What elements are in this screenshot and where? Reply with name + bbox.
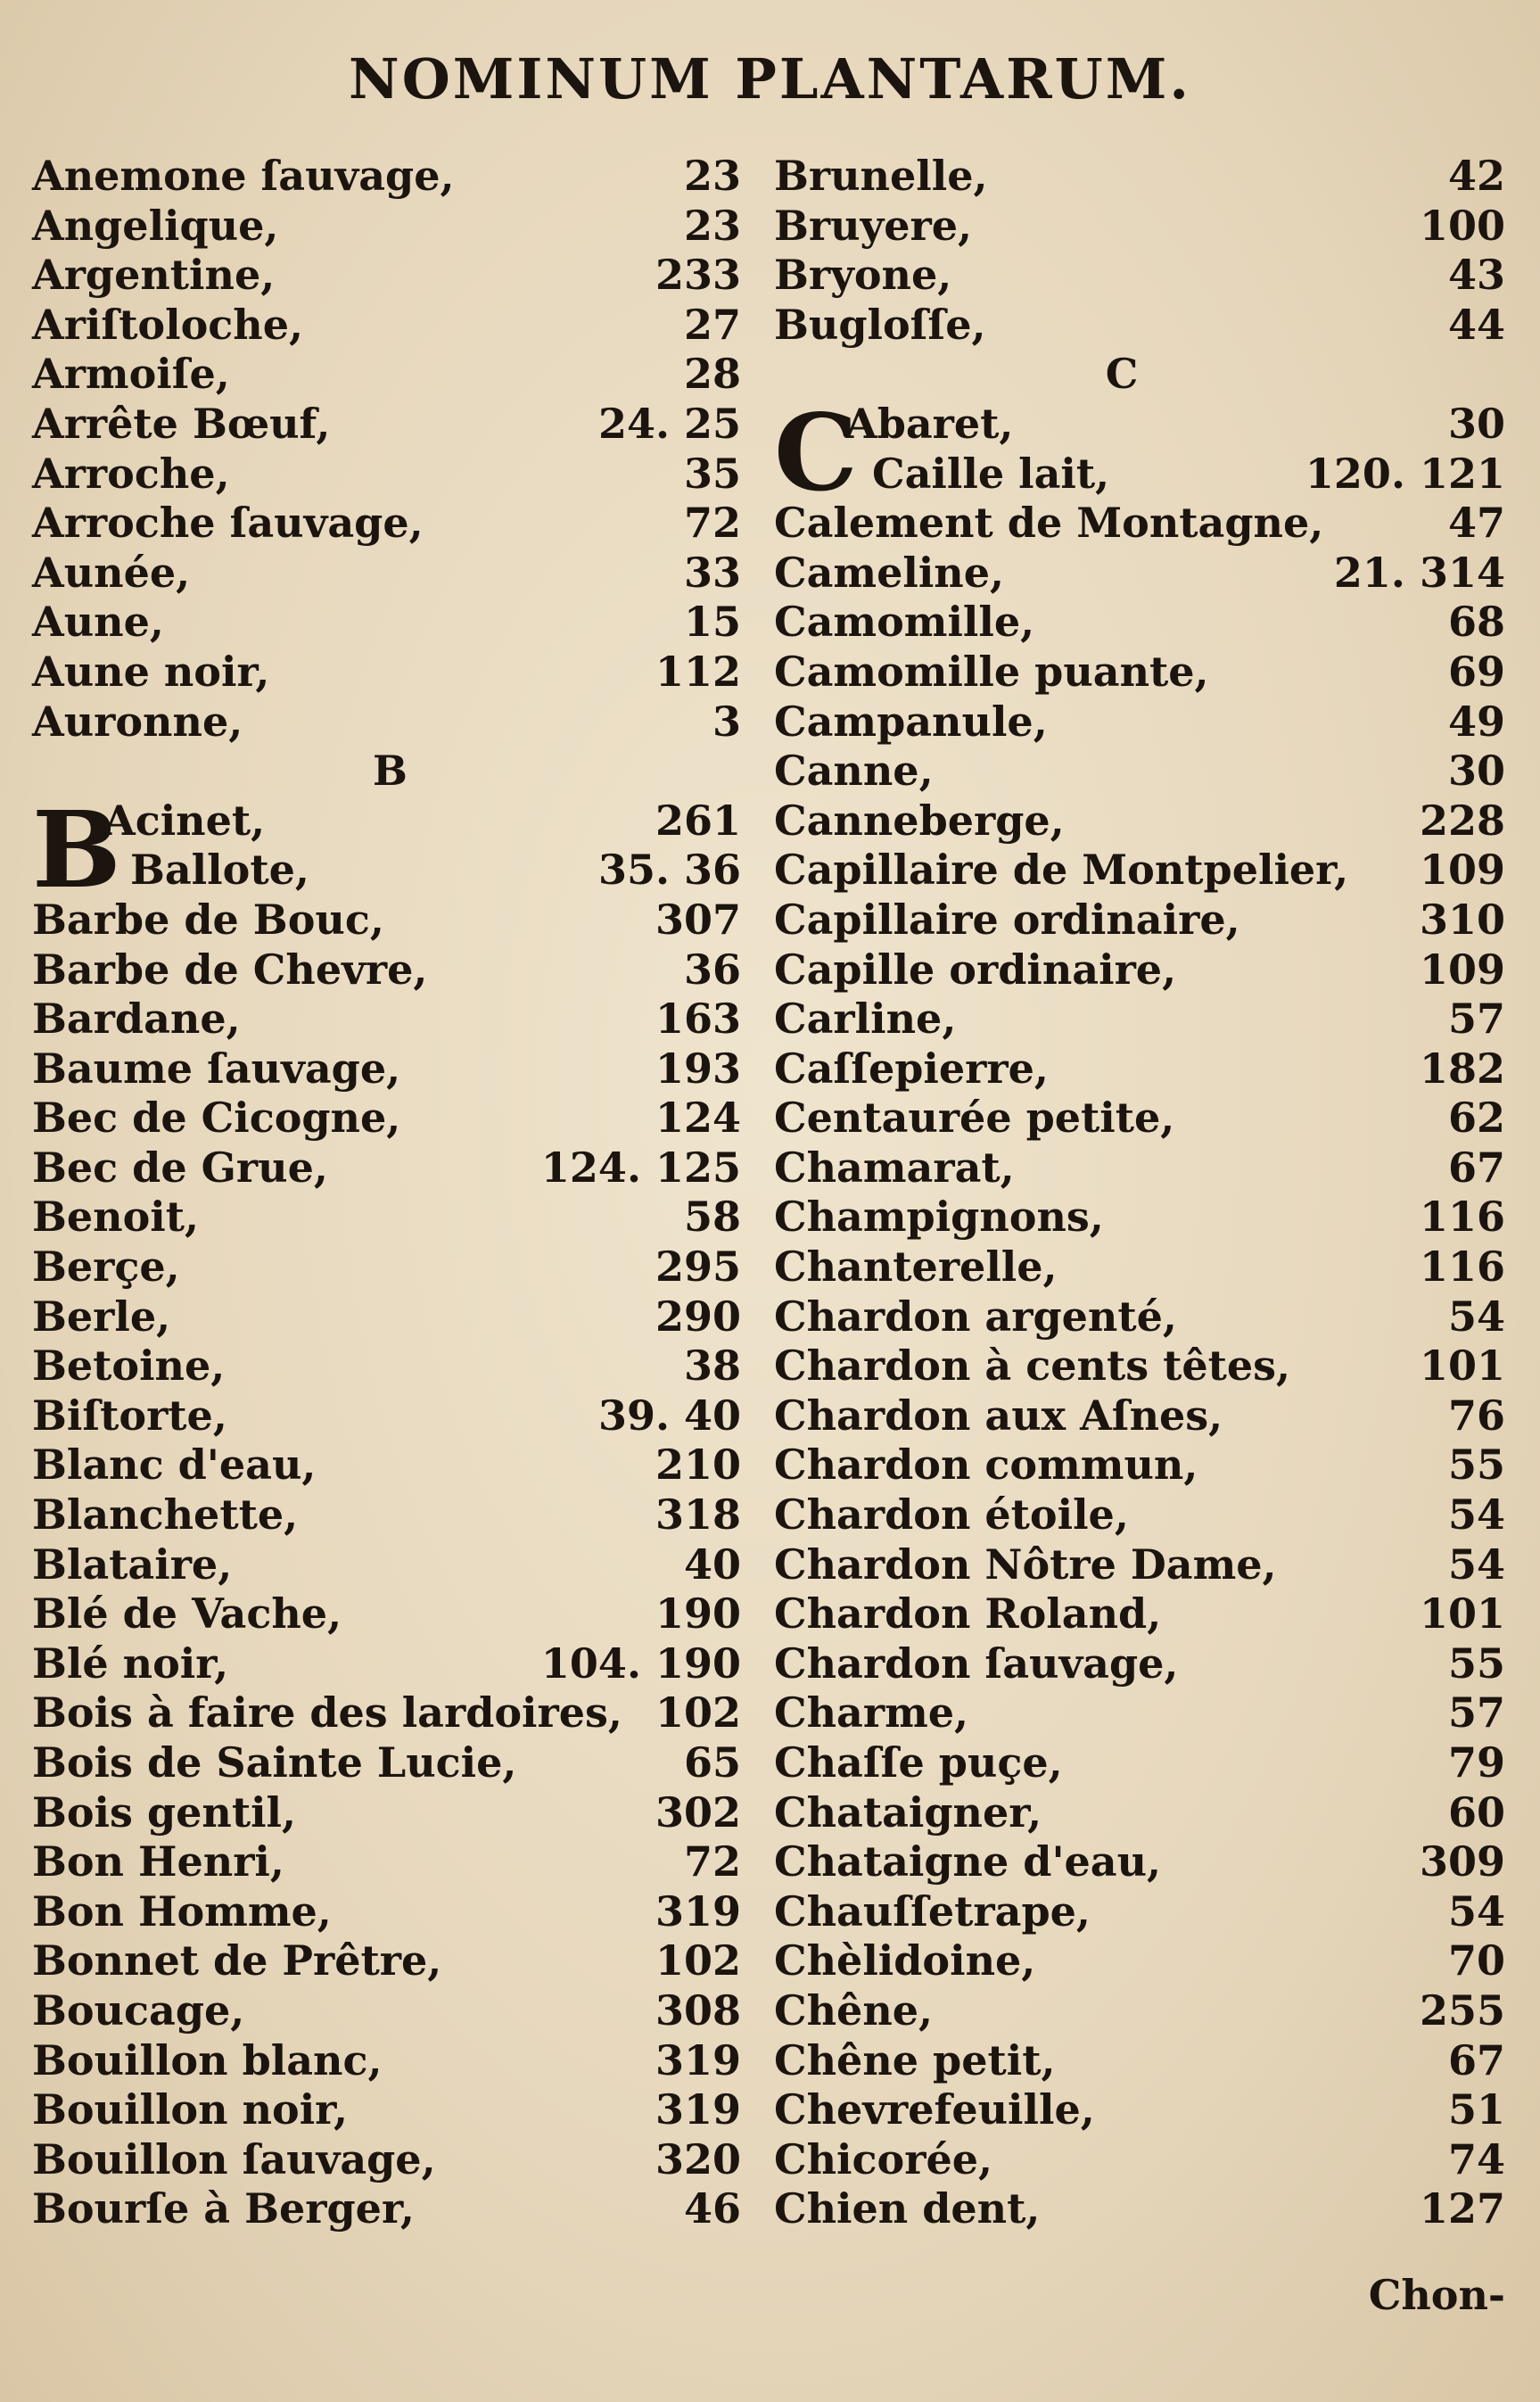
index-entry xyxy=(32,2085,741,2135)
entries-a xyxy=(32,152,741,747)
index-entry xyxy=(32,1986,741,2036)
b-opening-block xyxy=(32,787,741,912)
index-entry xyxy=(32,697,741,747)
entry-page-number: 79 xyxy=(1447,1738,1505,1787)
entry-page-number: 69 xyxy=(1447,647,1505,696)
entry-name: Charme, xyxy=(774,1688,969,1738)
index-entry xyxy=(32,995,741,1044)
index-entry xyxy=(774,945,1505,995)
entry-page-number: 54 xyxy=(1447,1886,1505,1936)
index-entry xyxy=(32,251,741,301)
index-entry xyxy=(774,400,1505,450)
entry-page-number: 27 xyxy=(683,300,741,349)
entry-page-number: 42 xyxy=(1447,152,1505,200)
entry-name: Calement de Montagne, xyxy=(774,499,1324,548)
entry-page-number: 100 xyxy=(1419,201,1505,250)
entry-page-number: 190 xyxy=(655,1589,741,1638)
entry-page-number: 72 xyxy=(683,499,741,548)
entry-page-number: 319 xyxy=(655,1886,741,1936)
entry-name: Caille lait, xyxy=(872,449,1110,498)
entry-page-number: 57 xyxy=(1447,1688,1505,1738)
entry-page-number: 320 xyxy=(655,2134,741,2183)
entry-name: Bois gentil, xyxy=(32,1787,297,1837)
index-entry xyxy=(32,1044,741,1094)
entry-name: Chêne, xyxy=(774,1985,934,2035)
entry-page-number: 193 xyxy=(655,1044,741,1093)
entry-name: Chanterelle, xyxy=(774,1242,1058,1292)
index-entry xyxy=(774,1986,1505,2036)
entry-name: Cameline, xyxy=(774,548,1005,597)
index-entry xyxy=(32,1589,741,1639)
index-entry xyxy=(32,499,741,549)
entry-name: Bruyere, xyxy=(774,201,973,250)
left-column xyxy=(32,152,741,2234)
index-entry xyxy=(774,1440,1505,1490)
entry-page-number: 120. 121 xyxy=(1305,449,1505,498)
index-entry xyxy=(32,1540,741,1590)
entry-page-number: 127 xyxy=(1419,2184,1505,2233)
dropcap-b: B xyxy=(32,787,121,912)
entry-page-number: 54 xyxy=(1447,1539,1505,1589)
entry-page-number: 319 xyxy=(655,2035,741,2084)
entry-name: Chardon Nôtre Dame, xyxy=(774,1539,1277,1589)
entry-name: Chaſſe puçe, xyxy=(774,1738,1063,1787)
entry-name: Anemone ſauvage, xyxy=(32,152,455,200)
index-entry xyxy=(32,450,741,499)
entry-name: Blanc d'eau, xyxy=(32,1440,317,1490)
index-entry xyxy=(774,301,1505,351)
index-entry xyxy=(774,1044,1505,1094)
entry-page-number: 65 xyxy=(683,1738,741,1787)
entry-page-number: 40 xyxy=(683,1539,741,1589)
index-entry xyxy=(774,2085,1505,2135)
entry-name: Berçe, xyxy=(32,1242,180,1292)
index-entry xyxy=(774,747,1505,797)
entry-name: Chardon Roland, xyxy=(774,1589,1162,1638)
entry-name: Auronne, xyxy=(32,697,243,746)
index-entry xyxy=(32,846,741,896)
entry-page-number: 55 xyxy=(1447,1638,1505,1688)
entry-name: Chardon aux Aſnes, xyxy=(774,1391,1223,1440)
entry-page-number: 36 xyxy=(683,945,741,994)
index-entry xyxy=(32,2036,741,2086)
index-entry xyxy=(32,202,741,252)
entry-name: Bryone, xyxy=(774,251,952,300)
entry-page-number: 30 xyxy=(1447,399,1505,448)
entry-name: Chardon ſauvage, xyxy=(774,1638,1179,1688)
entry-page-number: 102 xyxy=(655,1936,741,1985)
entry-name: Bois à faire des lardoires, xyxy=(32,1688,622,1738)
entry-page-number: 307 xyxy=(655,895,741,944)
entry-name: Blataire, xyxy=(32,1539,233,1589)
entry-name: Chêne petit, xyxy=(774,2035,1056,2084)
entry-name: Chardon commun, xyxy=(774,1440,1198,1490)
index-entry xyxy=(32,1242,741,1292)
index-entry xyxy=(774,549,1505,598)
entry-page-number: 124. 125 xyxy=(540,1143,741,1192)
entry-page-number: 72 xyxy=(683,1837,741,1886)
index-entry xyxy=(774,1193,1505,1242)
index-entry xyxy=(774,1788,1505,1838)
index-entry xyxy=(774,598,1505,648)
entry-page-number: 3 xyxy=(712,697,741,746)
entry-page-number: 112 xyxy=(655,647,741,696)
entry-page-number: 47 xyxy=(1447,499,1505,548)
index-entry xyxy=(774,846,1505,896)
index-entry xyxy=(32,1292,741,1342)
entry-name: Aune noir, xyxy=(32,647,270,696)
entries-b-first xyxy=(32,787,741,912)
entry-name: Bec de Cicogne, xyxy=(32,1094,401,1143)
entry-name: Bugloſſe, xyxy=(774,300,986,349)
index-entry xyxy=(32,1639,741,1689)
entry-page-number: 28 xyxy=(683,350,741,399)
index-entry xyxy=(32,2184,741,2234)
entries-c xyxy=(774,499,1505,2234)
entry-page-number: 35 xyxy=(683,449,741,498)
entry-name: Capillaire de Montpelier, xyxy=(774,846,1349,895)
index-entry xyxy=(32,896,741,945)
index-entry xyxy=(32,152,741,202)
entry-page-number: 74 xyxy=(1447,2134,1505,2183)
index-entry xyxy=(774,1639,1505,1689)
entry-name: Caſſepierre, xyxy=(774,1044,1049,1093)
index-entry xyxy=(32,1936,741,1986)
index-entry xyxy=(32,1094,741,1143)
entry-name: Ariſtoloche, xyxy=(32,300,304,349)
entry-page-number: 233 xyxy=(655,251,741,300)
entry-page-number: 49 xyxy=(1447,697,1505,746)
entry-name: Chicorée, xyxy=(774,2134,993,2183)
index-entry xyxy=(32,1391,741,1441)
entry-name: Carline, xyxy=(774,995,957,1044)
entry-page-number: 309 xyxy=(1419,1837,1505,1886)
entry-name: Bardane, xyxy=(32,995,241,1044)
index-entry xyxy=(774,152,1505,202)
index-entry xyxy=(32,1887,741,1937)
index-entry xyxy=(774,1540,1505,1590)
entry-page-number: 116 xyxy=(1419,1193,1505,1242)
entry-name: Bonnet de Prêtre, xyxy=(32,1936,442,1985)
entry-name: Chardon à cents têtes, xyxy=(774,1341,1291,1391)
entry-page-number: 101 xyxy=(1419,1341,1505,1391)
entry-name: Camomille puante, xyxy=(774,647,1209,696)
entry-page-number: 35. 36 xyxy=(597,846,741,895)
index-entry xyxy=(774,1936,1505,1986)
index-entry xyxy=(774,1242,1505,1292)
entry-name: Boucage, xyxy=(32,1985,245,2035)
index-entry xyxy=(774,995,1505,1044)
c-opening-block xyxy=(774,390,1505,515)
entry-name: Bec de Grue, xyxy=(32,1143,328,1192)
entry-page-number: 67 xyxy=(1447,1143,1505,1192)
entry-name: Arroche, xyxy=(32,449,230,498)
entry-page-number: 228 xyxy=(1419,796,1505,845)
entry-page-number: 30 xyxy=(1447,747,1505,796)
index-entry xyxy=(774,202,1505,252)
entry-page-number: 319 xyxy=(655,2085,741,2134)
entry-name: Biſtorte, xyxy=(32,1391,227,1440)
entry-name: Blé noir, xyxy=(32,1638,229,1688)
index-entry xyxy=(774,1738,1505,1788)
entry-page-number: 261 xyxy=(655,796,741,845)
index-entry xyxy=(32,1341,741,1391)
index-entry xyxy=(32,400,741,450)
entry-page-number: 302 xyxy=(655,1787,741,1837)
index-entry xyxy=(32,1837,741,1887)
entries-b-continued xyxy=(774,152,1505,350)
index-entry xyxy=(774,2036,1505,2086)
entry-name: Chien dent, xyxy=(774,2184,1041,2233)
entry-page-number: 290 xyxy=(655,1292,741,1341)
entry-name: Blanchette, xyxy=(32,1490,299,1539)
entry-page-number: 124 xyxy=(655,1094,741,1143)
entry-page-number: 23 xyxy=(683,152,741,200)
entry-name: Capillaire ordinaire, xyxy=(774,895,1240,944)
index-entry xyxy=(774,896,1505,945)
index-entry xyxy=(774,251,1505,301)
entry-page-number: 21. 314 xyxy=(1333,548,1505,597)
entry-name: Bourſe à Berger, xyxy=(32,2184,415,2233)
index-entry xyxy=(774,1490,1505,1540)
index-entry xyxy=(774,797,1505,846)
entry-name: Chevrefeuille, xyxy=(774,2085,1095,2134)
entry-page-number: 58 xyxy=(683,1193,741,1242)
entry-name: Chataigne d'eau, xyxy=(774,1837,1162,1886)
entry-page-number: 68 xyxy=(1447,598,1505,647)
entry-page-number: 104. 190 xyxy=(540,1638,741,1688)
entry-name: Centaurée petite, xyxy=(774,1094,1175,1143)
entries-c-first xyxy=(774,390,1505,515)
entry-page-number: 295 xyxy=(655,1242,741,1292)
entry-name: Bouillon blanc, xyxy=(32,2035,383,2084)
entry-name: Champignons, xyxy=(774,1193,1104,1242)
entry-name: Chardon étoile, xyxy=(774,1490,1129,1539)
entry-name: Canneberge, xyxy=(774,796,1065,845)
entry-page-number: 67 xyxy=(1447,2035,1505,2084)
entry-page-number: 24. 25 xyxy=(597,399,741,448)
entry-page-number: 60 xyxy=(1447,1787,1505,1837)
entry-name: Bon Homme, xyxy=(32,1886,332,1936)
entry-name: Betoine, xyxy=(32,1341,226,1391)
index-entry xyxy=(32,648,741,697)
entry-name: Capille ordinaire, xyxy=(774,945,1177,994)
entry-name: Bouillon noir, xyxy=(32,2085,349,2134)
index-entry xyxy=(774,1391,1505,1441)
index-entry xyxy=(774,2135,1505,2185)
index-entry xyxy=(32,301,741,351)
entries-b xyxy=(32,896,741,2234)
entry-name: Bouillon ſauvage, xyxy=(32,2134,436,2183)
entry-name: Armoiſe, xyxy=(32,350,230,399)
entry-name: Campanule, xyxy=(774,697,1048,746)
entry-page-number: 62 xyxy=(1447,1094,1505,1143)
entry-name: Barbe de Chevre, xyxy=(32,945,428,994)
entry-page-number: 255 xyxy=(1419,1985,1505,2035)
index-entry xyxy=(32,1738,741,1788)
entry-page-number: 116 xyxy=(1419,1242,1505,1292)
index-entry xyxy=(774,2184,1505,2234)
entry-page-number: 102 xyxy=(655,1688,741,1738)
index-entry xyxy=(32,945,741,995)
entry-name: Aune, xyxy=(32,598,164,647)
entry-page-number: 43 xyxy=(1447,251,1505,300)
entry-name: Berle, xyxy=(32,1292,171,1341)
index-entry xyxy=(774,499,1505,549)
section-letter-b: B xyxy=(373,747,408,796)
index-entry xyxy=(774,697,1505,747)
entry-page-number: 109 xyxy=(1419,846,1505,895)
entry-page-number: 44 xyxy=(1447,300,1505,349)
entry-name: Chardon argenté, xyxy=(774,1292,1177,1341)
entry-name: Chèlidoine, xyxy=(774,1936,1036,1985)
index-entry xyxy=(32,1193,741,1242)
index-entry xyxy=(774,1688,1505,1738)
index-entry xyxy=(32,549,741,598)
entry-page-number: 210 xyxy=(655,1440,741,1490)
entry-name: Argentine, xyxy=(32,251,276,300)
entry-name: Ballote, xyxy=(130,846,309,895)
index-entry xyxy=(32,1490,741,1540)
entry-page-number: 308 xyxy=(655,1985,741,2035)
entry-page-number: 54 xyxy=(1447,1490,1505,1539)
index-entry xyxy=(774,1341,1505,1391)
entry-name: Baume ſauvage, xyxy=(32,1044,401,1093)
entry-page-number: 109 xyxy=(1419,945,1505,994)
index-entry xyxy=(32,1688,741,1738)
index-entry xyxy=(774,1837,1505,1887)
entry-page-number: 163 xyxy=(655,995,741,1044)
entry-name: Arrête Bœuf, xyxy=(32,399,331,448)
entry-page-number: 310 xyxy=(1419,895,1505,944)
entry-name: Canne, xyxy=(774,747,934,796)
index-entry xyxy=(32,1440,741,1490)
index-entry xyxy=(32,598,741,648)
entry-page-number: 39. 40 xyxy=(597,1391,741,1440)
entry-page-number: 33 xyxy=(683,548,741,597)
index-entry xyxy=(774,1589,1505,1639)
entry-page-number: 51 xyxy=(1447,2085,1505,2134)
index-entry xyxy=(774,450,1505,499)
entry-page-number: 55 xyxy=(1447,1440,1505,1490)
entry-page-number: 23 xyxy=(683,201,741,250)
index-entry xyxy=(774,1143,1505,1193)
dropcap-c: C xyxy=(774,390,858,515)
running-head-title: NOMINUM PLANTARUM. xyxy=(349,46,1191,111)
index-entry xyxy=(32,797,741,846)
entry-name: Camomille, xyxy=(774,598,1035,647)
entry-page-number: 38 xyxy=(683,1341,741,1391)
entry-name: Bois de Sainte Lucie, xyxy=(32,1738,517,1787)
entry-name: Chamarat, xyxy=(774,1143,1015,1192)
entry-page-number: 15 xyxy=(683,598,741,647)
index-entry xyxy=(32,350,741,400)
entry-page-number: 182 xyxy=(1419,1044,1505,1093)
entry-page-number: 318 xyxy=(655,1490,741,1539)
entry-name: Abaret, xyxy=(845,399,1014,448)
entry-name: Benoit, xyxy=(32,1193,200,1242)
section-letter-c: C xyxy=(1105,350,1139,399)
index-entry xyxy=(32,1788,741,1838)
entry-name: Acinet, xyxy=(103,796,266,845)
entry-name: Barbe de Bouc, xyxy=(32,895,384,944)
index-entry xyxy=(774,1094,1505,1143)
index-entry xyxy=(32,1143,741,1193)
right-column xyxy=(774,152,1505,2319)
entry-name: Bon Henri, xyxy=(32,1837,284,1886)
entry-name: Chauſſetrape, xyxy=(774,1886,1091,1936)
entry-name: Blé de Vache, xyxy=(32,1589,342,1638)
index-entry xyxy=(774,1887,1505,1937)
entry-page-number: 54 xyxy=(1447,1292,1505,1341)
entry-name: Angelique, xyxy=(32,201,279,250)
entry-page-number: 70 xyxy=(1447,1936,1505,1985)
entry-page-number: 76 xyxy=(1447,1391,1505,1440)
catchword: Chon- xyxy=(1368,2271,1505,2319)
entry-page-number: 101 xyxy=(1419,1589,1505,1638)
entry-name: Aunée, xyxy=(32,548,191,597)
entry-page-number: 46 xyxy=(683,2184,741,2233)
entry-name: Chataigner, xyxy=(774,1787,1042,1837)
entry-name: Arroche ſauvage, xyxy=(32,499,424,548)
index-entry xyxy=(32,2135,741,2185)
index-entry xyxy=(774,1292,1505,1342)
entry-page-number: 57 xyxy=(1447,995,1505,1044)
entry-name: Brunelle, xyxy=(774,152,988,200)
index-entry xyxy=(774,648,1505,697)
